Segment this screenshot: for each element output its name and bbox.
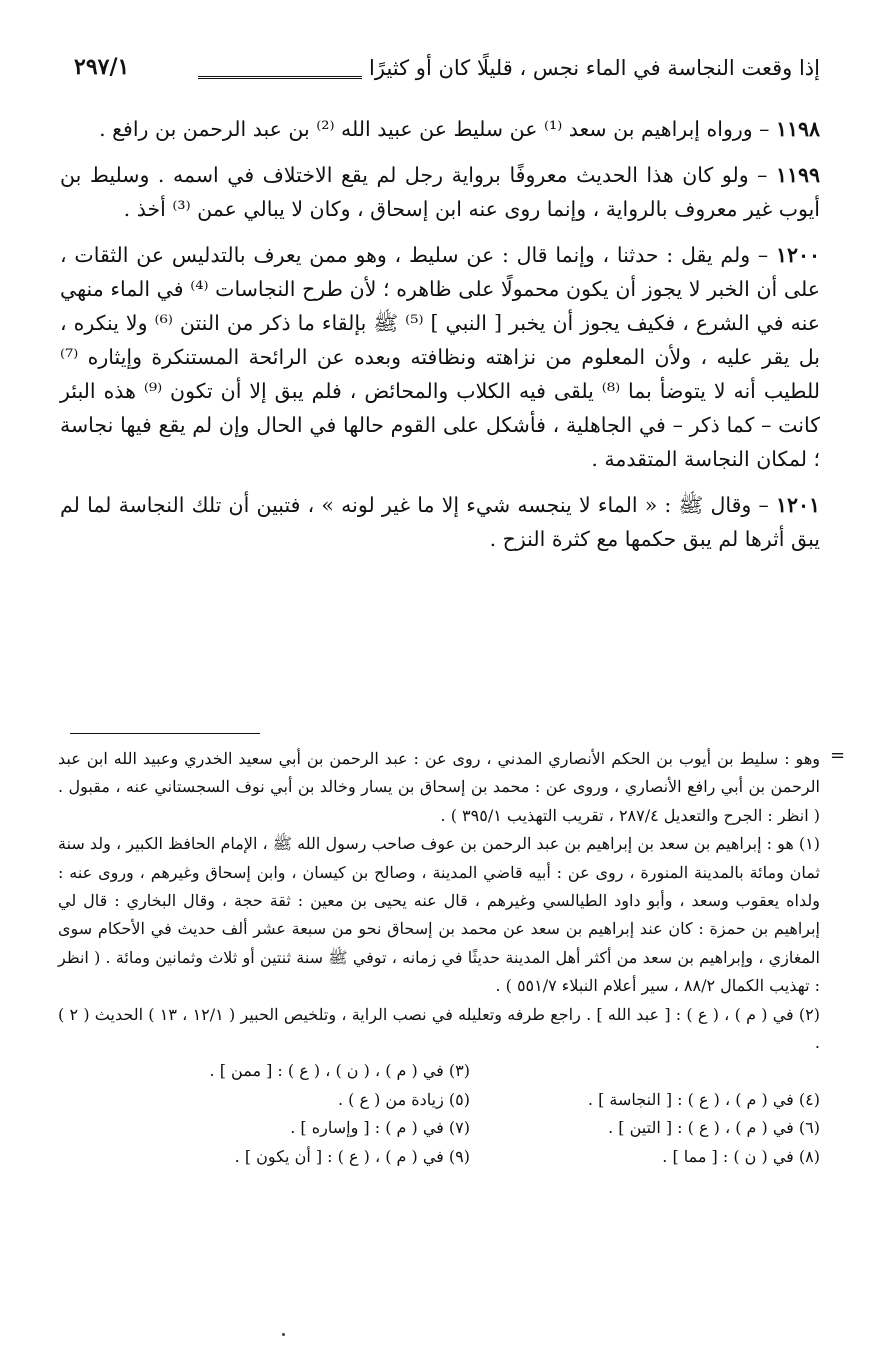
paragraph-1200	[60, 238, 820, 476]
paragraph-1199	[60, 158, 820, 226]
paragraph-text: – ورواه إبراهيم بن سعد ⁽¹⁾ عن سليط عن عبيد الله ⁽²⁾ بن عبد الرحمن بن رافع .	[99, 117, 776, 141]
paragraph-number: ١١٩٩	[775, 163, 820, 187]
paragraph-1201	[60, 488, 820, 556]
footnote-2: (٢) في ( م ) ، ( ع ) : [ عبد الله ] . راجع طرفه وتعليله في نصب الراية ، وتلخيص الحبير ( ١٢/١ ، ١٣ ) الحديث ( ٢ ) .	[58, 1004, 821, 1053]
header-rule	[198, 76, 362, 79]
footnote-1: (١) هو : إبراهيم بن سعد بن إبراهيم بن عبد الرحمن بن عوف صاحب رسول الله ﷺ ، الإمام الحافظ الكبير ، ولد سنة ثمان ومائة بالمدينة المنورة ، روى عن : أبيه قاضي المدينة ، وصالح بن كيسان ، وابن إسحاق وغيرهم ، وروى عنه : ولداه يعقوب وسعد ، وأبو داود الطيالسي وغيرهم ، قال عنه يحيى بن معين : ثقة حجة ، وقال البخاري : قال لي إبراهيم بن حمزة : كان عند إبراهيم بن سعد عن محمد بن إسحاق نحو من سبعة عشر ألف حديث في الأحكام سوى المغازي ، وإبراهيم بن سعد من أكثر أهل المدينة حديثًا في زمانه ، توفي ﷺ سنة ثنتين أو ثلاث وثمانين ومائة . ( انظر : تهذيب الكمال ٨٨/٢ ، سير أعلام النبلاء ٥٥١/٧ ) .	[58, 834, 821, 996]
page-number: ٢٩٧/١	[74, 54, 130, 80]
footnote-3: (٣) في ( م ) ، ( ن ) ، ( ع ) : [ ممن ] .	[209, 1061, 470, 1081]
footnote-grid	[120, 1057, 820, 1171]
paragraph-text: – وقال ﷺ : « الماء لا ينجسه شيء إلا ما غير لونه » ، فتبين أن تلك النجاسة لما لم يبق أثرها لم يبق حكمها مع كثرة النزح .	[60, 493, 820, 551]
paragraph-number: ١٢٠١	[775, 493, 820, 517]
paragraph-number: ١٢٠٠	[775, 243, 820, 267]
main-text	[60, 112, 820, 568]
paragraph-text: – ولو كان هذا الحديث معروفًا برواية رجل لم يقع الاختلاف في اسمه . وسليط بن أيوب غير معروف بالرواية ، وإنما روى عنه ابن إسحاق ، وكان لا يبالي عمن ⁽³⁾ أخذ .	[60, 163, 820, 221]
header-title: إذا وقعت النجاسة في الماء نجس ، قليلًا كان أو كثيرًا	[369, 56, 820, 80]
scan-speck	[282, 1333, 285, 1336]
footnote-9: (٩) في ( م ) ، ( ع ) : [ أن يكون ] .	[234, 1146, 470, 1166]
footnote-6: (٦) في ( م ) ، ( ع ) : [ التين ] .	[608, 1118, 820, 1138]
footnote-8: (٨) في ( ن ) : [ مما ] .	[662, 1146, 820, 1166]
footnote-5: (٥) زيادة من ( ع ) .	[337, 1089, 470, 1109]
running-header	[60, 50, 820, 90]
footnote-cell	[470, 1057, 820, 1085]
footnote-separator	[70, 733, 260, 734]
paragraph-text: – ولم يقل : حدثنا ، وإنما قال : عن سليط ، وهو ممن يعرف بالتدليس عن الثقات ، على أن الخبر لا يجوز أن يكون محمولًا على ظاهره ؛ لأن طرح النجاسات ⁽⁴⁾ في الماء منهي عنه في الشرع ، فكيف يجوز أن يخبر [ النبي ] ⁽⁵⁾ ﷺ بإلقاء ما ذكر من النتن ⁽⁶⁾ ولا ينكره ، بل يقر عليه ، ولأن المعلوم من نزاهته ونظافته وبعده عن الرائحة المستنكرة وإيثاره ⁽⁷⁾ للطيب أنه لا يتوضأ بما ⁽⁸⁾ يلقى فيه الكلاب والمحائض ، فلم يبق إلا أن تكون ⁽⁹⁾ هذه البئر كانت – كما ذكر – في الجاهلية ، فأشكل على القوم حالها في الحال وإن لم يقع فيها نجاسة ؛ لمكان النجاسة المتقدمة .	[60, 243, 820, 471]
footnotes	[58, 745, 820, 1171]
footnote-4: (٤) في ( م ) ، ( ع ) : [ النجاسة ] .	[587, 1089, 820, 1109]
footnote-continued: وهو : سليط بن أيوب بن الحكم الأنصاري المدني ، روى عن : عبد الرحمن بن أبي سعيد الخدري وعبيد الله ابن عبد الرحمن بن أبي رافع الأنصاري ، وروى عن : محمد بن إسحاق بن يسار وخالد بن أبي نوف السجستاني عنه ، مقبول . ( انظر : الجرح والتعديل ٢٨٧/٤ ، تقريب التهذيب ٣٩٥/١ ) .	[58, 749, 821, 825]
paragraph-1198	[60, 112, 820, 146]
footnote-7: (٧) في ( م ) : [ وإساره ] .	[290, 1118, 470, 1138]
book-page	[60, 50, 820, 551]
continued-marker: =	[830, 745, 846, 766]
paragraph-number: ١١٩٨	[775, 117, 820, 141]
